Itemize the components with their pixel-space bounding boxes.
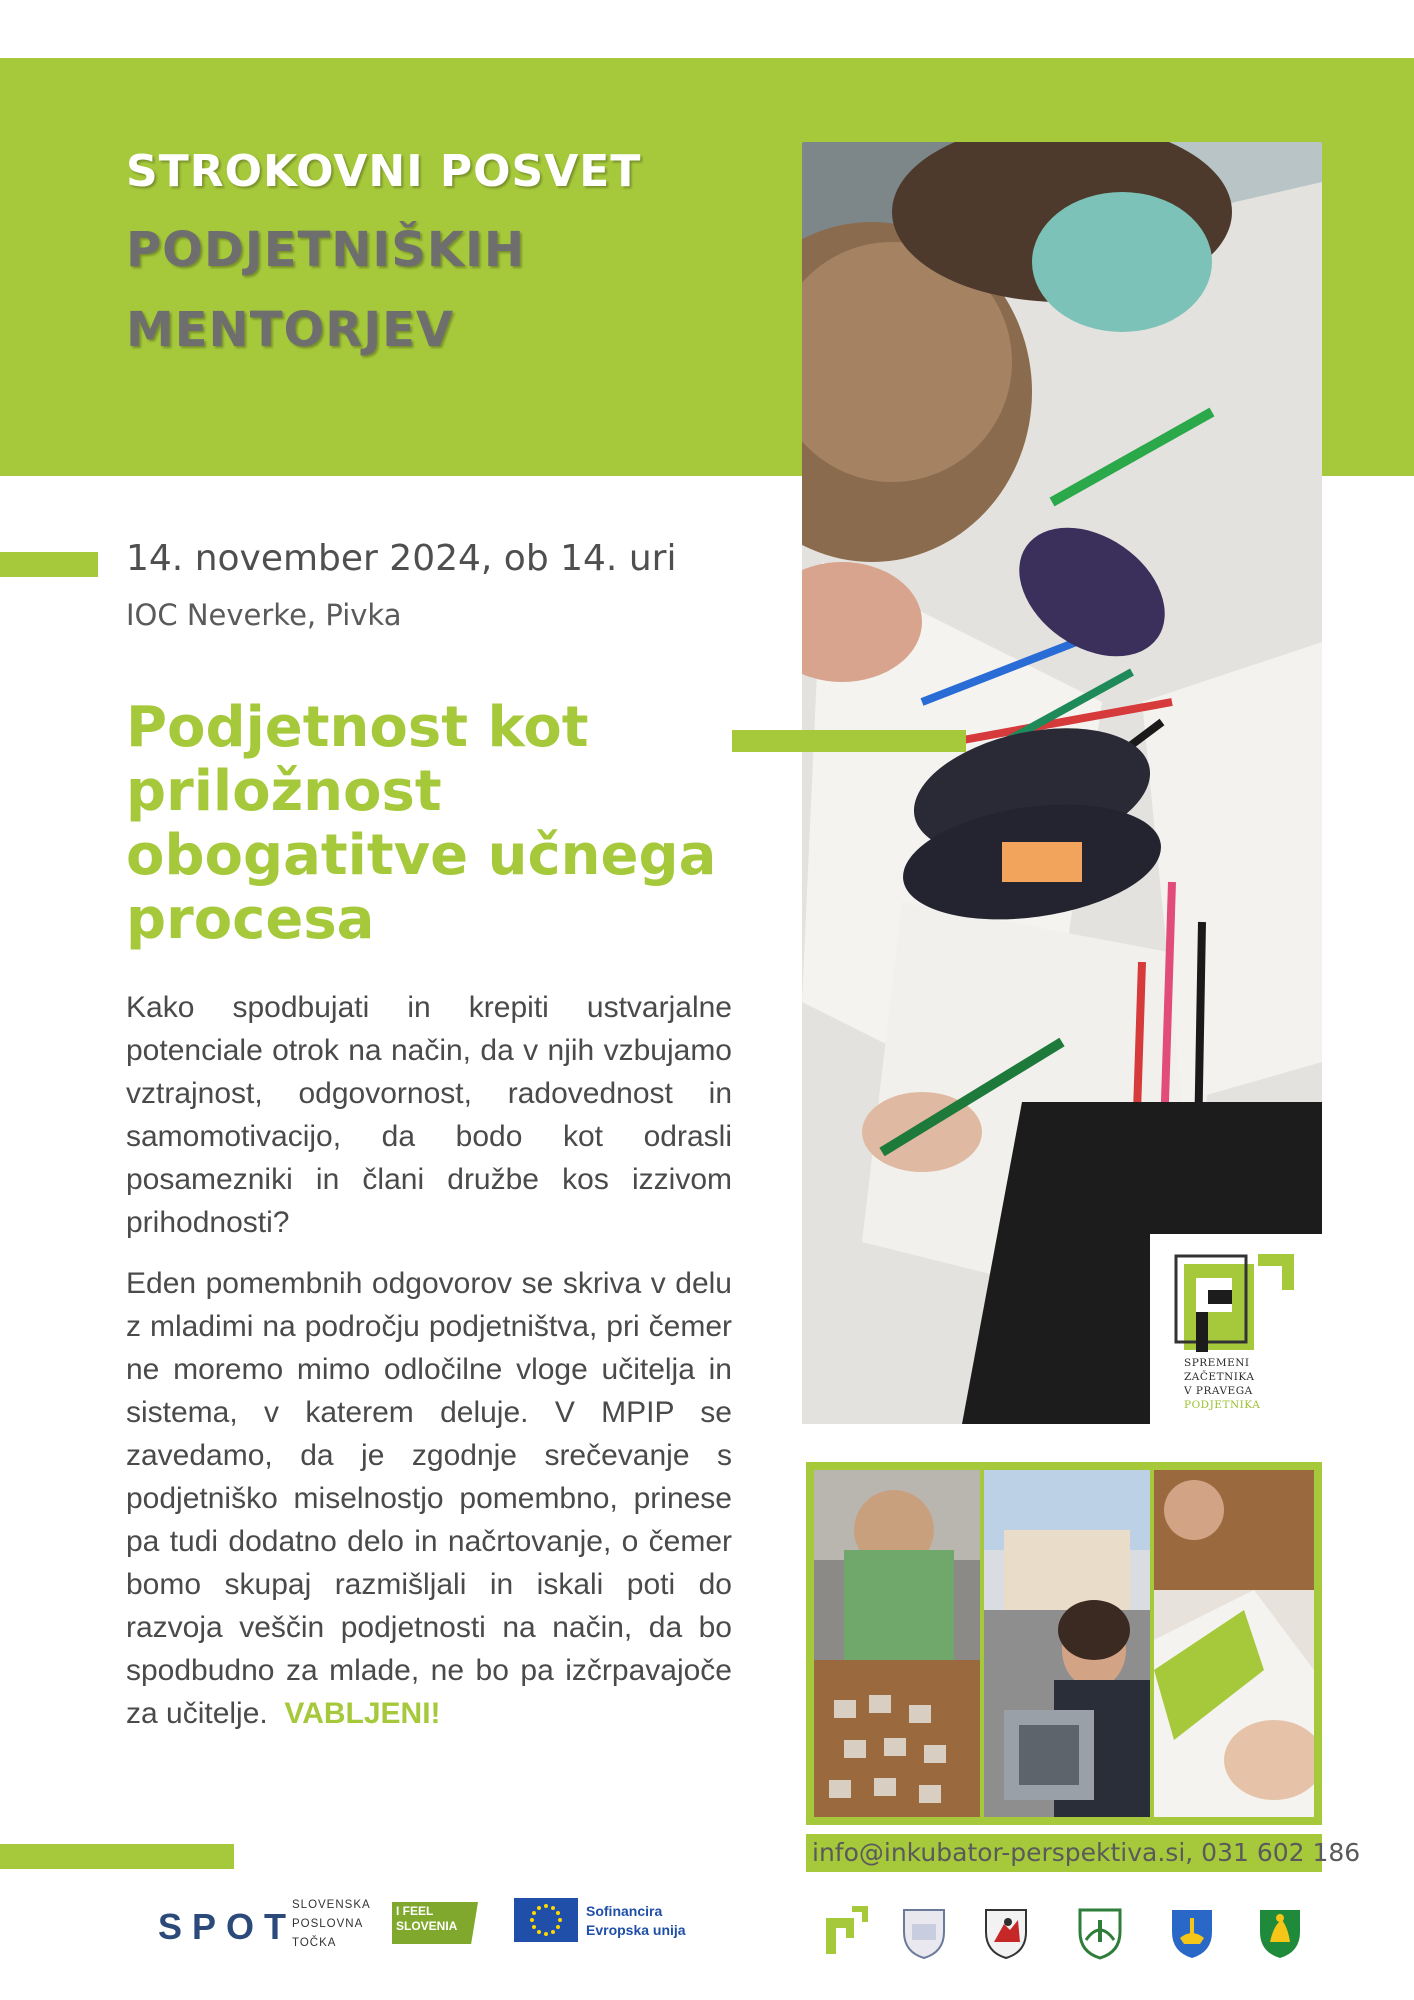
- i-feel-slovenia-text: [396, 1904, 457, 1934]
- title-line-2: PODJETNIŠKIH: [126, 222, 526, 278]
- municipality-crest-5-icon: [1256, 1904, 1304, 1960]
- logo-caption-line2: [1184, 1384, 1320, 1412]
- headline: Podjetnost kot priložnost obogatitve učnega procesa: [126, 695, 717, 952]
- date-accent-bar: [0, 552, 98, 577]
- workshop-poster-illustration: [1154, 1470, 1314, 1817]
- spot-logo-word: SPOT: [158, 1906, 297, 1947]
- spot-sub-line2: POSLOVNA: [292, 1918, 364, 1930]
- ifs-line1: I FEEL: [396, 1904, 434, 1918]
- soap-stand-illustration: [814, 1470, 980, 1817]
- photo-illustration: [802, 142, 1322, 1424]
- soap-stand-photo: [814, 1470, 980, 1817]
- logo-caption: [1184, 1356, 1320, 1412]
- body-paragraph-2-text: Eden pomembnih odgovorov se skriva v delu z mladimi na področju podjetništva, pri čemer ne moremo mimo odločilne vloge učitelja in sistema, v katerem deluje. V MPIP se zavedamo, da je zgodnje srečevanje s podjetniško miselnostjo pomembno, prinese pa tudi dodatno delo in načrtovanje, o čemer bomo skupaj razmišljali in iskali poti do razvoja veščin podjetnosti na način, da bo spodbudno za mlade, ne bo pa izčrpavajoče za učitelje.: [126, 1267, 732, 1730]
- logo-caption-line1: SPREMENI ZAČETNIKA: [1184, 1357, 1255, 1383]
- eu-flag-icon: [514, 1898, 578, 1942]
- workshop-poster-photo: [1154, 1470, 1314, 1817]
- spot-sub-line1: SLOVENSKA: [292, 1899, 371, 1911]
- spot-logo-subtitle: [292, 1896, 371, 1953]
- spot-sub-line3: TOČKA: [292, 1937, 337, 1949]
- municipality-crest-4-icon: [1168, 1904, 1216, 1960]
- eu-stars-icon: [514, 1898, 578, 1942]
- headline-accent-bar: [732, 730, 966, 752]
- photo-collage: [806, 1462, 1322, 1825]
- contact-info: info@inkubator-perspektiva.si, 031 602 186: [812, 1838, 1361, 1867]
- logo-caption-accent: PODJETNIKA: [1184, 1399, 1261, 1411]
- bottom-accent-bar: [0, 1844, 234, 1869]
- event-date: 14. november 2024, ob 14. uri: [126, 538, 677, 579]
- eu-line1: Sofinancira: [586, 1903, 663, 1919]
- eu-cofunding-text: [586, 1902, 686, 1940]
- ifs-line2: SLOVENIA: [396, 1919, 458, 1933]
- call-to-action: VABLJENI!: [284, 1697, 441, 1730]
- title-line-3: MENTORJEV: [126, 302, 455, 358]
- event-venue: IOC Neverke, Pivka: [126, 598, 402, 632]
- robot-presentation-photo: [984, 1470, 1150, 1817]
- students-drawing-photo: [802, 142, 1322, 1424]
- municipality-crest-3-icon: [1076, 1904, 1124, 1960]
- body-paragraph-1: Kako spodbujati in krepiti ustvarjalne potenciale otrok na način, da v njih vzbujamo vztrajnost, odgovornost, radovednost in samomotivacijo, da bodo kot odrasli posamezniki in člani družbe kos izzivom prihodnosti?: [126, 991, 732, 1239]
- robot-presentation-illustration: [984, 1470, 1150, 1817]
- eu-line2: Evropska unija: [586, 1922, 686, 1938]
- p-logo-small-icon: [822, 1904, 870, 1960]
- logo-caption-prefix: V PRAVEGA: [1184, 1385, 1253, 1397]
- title-line-1: STROKOVNI POSVET: [126, 146, 642, 197]
- municipality-crest-2-icon: [982, 1904, 1030, 1960]
- body-paragraph-2: [126, 1262, 732, 1735]
- municipality-crest-1-icon: [900, 1904, 948, 1960]
